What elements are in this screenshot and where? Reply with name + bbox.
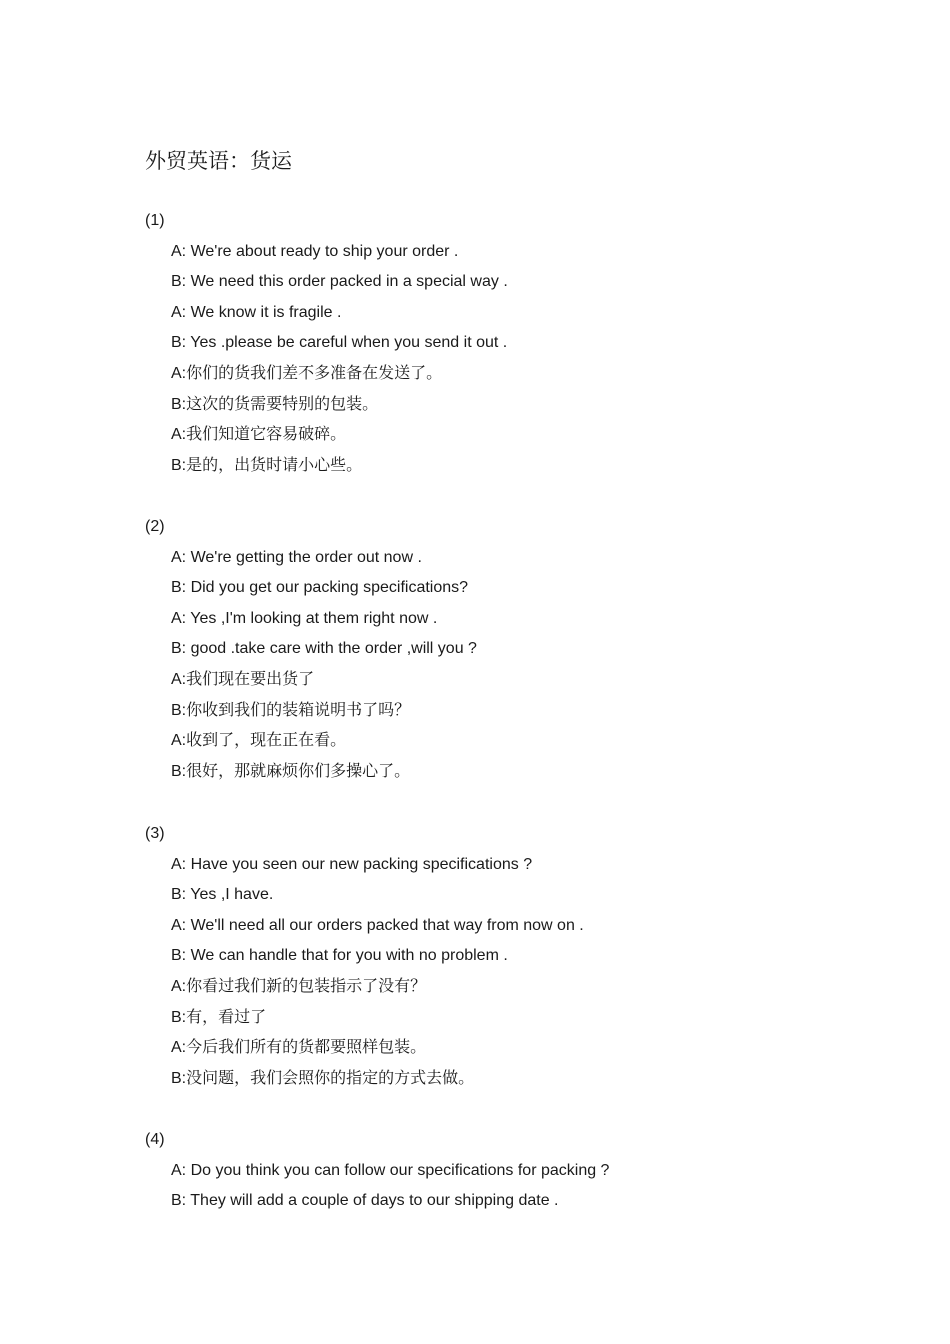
document-title: 外贸英语：货运 (145, 149, 292, 173)
dialogue-line: B: We need this order packed in a special way . (171, 273, 508, 291)
dialogue-line: A:我们知道它容易破碎。 (171, 426, 347, 444)
dialogue-section-1 (145, 212, 905, 487)
dialogue-line: B: Yes .please be careful when you send it out . (171, 334, 508, 352)
dialogue-line: B:是的，出货时请小心些。 (171, 456, 363, 474)
dialogue-line: A: Yes ,I'm looking at them right now . (171, 609, 438, 627)
dialogue-line: B:很好，那就麻烦你们多操心了。 (171, 762, 411, 780)
section-number: (3) (145, 825, 165, 842)
section-number: (1) (145, 212, 165, 229)
dialogue-line: B:这次的货需要特别的包装。 (171, 395, 379, 413)
dialogue-line: A: We're getting the order out now . (171, 548, 422, 566)
dialogue-line: B:有，看过了 (171, 1008, 267, 1026)
section-number: (2) (145, 518, 165, 535)
dialogue-section-3 (145, 825, 905, 1100)
dialogue-line: A:我们现在要出货了 (171, 670, 315, 688)
dialogue-lines (171, 856, 905, 1101)
dialogue-line: A: Have you seen our new packing specifications ? (171, 855, 533, 873)
dialogue-line: A:收到了，现在正在看。 (171, 732, 347, 750)
dialogue-line: B: Yes ,I have. (171, 886, 274, 904)
dialogue-line: A:你们的货我们差不多准备在发送了。 (171, 364, 443, 382)
dialogue-line: B: We can handle that for you with no problem . (171, 947, 508, 965)
dialogue-line: B: Did you get our packing specifications? (171, 579, 469, 597)
dialogue-line: B:没问题，我们会照你的指定的方式去做。 (171, 1069, 475, 1087)
dialogue-line: A: We're about ready to ship your order . (171, 242, 459, 260)
dialogue-section-2 (145, 518, 905, 793)
dialogue-line: A:你看过我们新的包装指示了没有？ (171, 977, 427, 995)
dialogue-lines (171, 1162, 905, 1223)
dialogue-line: A: We'll need all our orders packed that way from now on . (171, 916, 584, 934)
dialogue-line: A: Do you think you can follow our specifications for packing ? (171, 1161, 610, 1179)
dialogue-lines (171, 243, 905, 488)
dialogue-line: B: good .take care with the order ,will you ? (171, 640, 477, 658)
dialogue-line: A: We know it is fragile . (171, 303, 342, 321)
dialogue-lines (171, 549, 905, 794)
dialogue-section-4 (145, 1131, 905, 1223)
dialogue-line: A:今后我们所有的货都要照样包装。 (171, 1039, 427, 1057)
section-number: (4) (145, 1131, 165, 1148)
dialogue-line: B: They will add a couple of days to our shipping date . (171, 1192, 559, 1210)
dialogue-line: B:你收到我们的装箱说明书了吗？ (171, 701, 411, 719)
